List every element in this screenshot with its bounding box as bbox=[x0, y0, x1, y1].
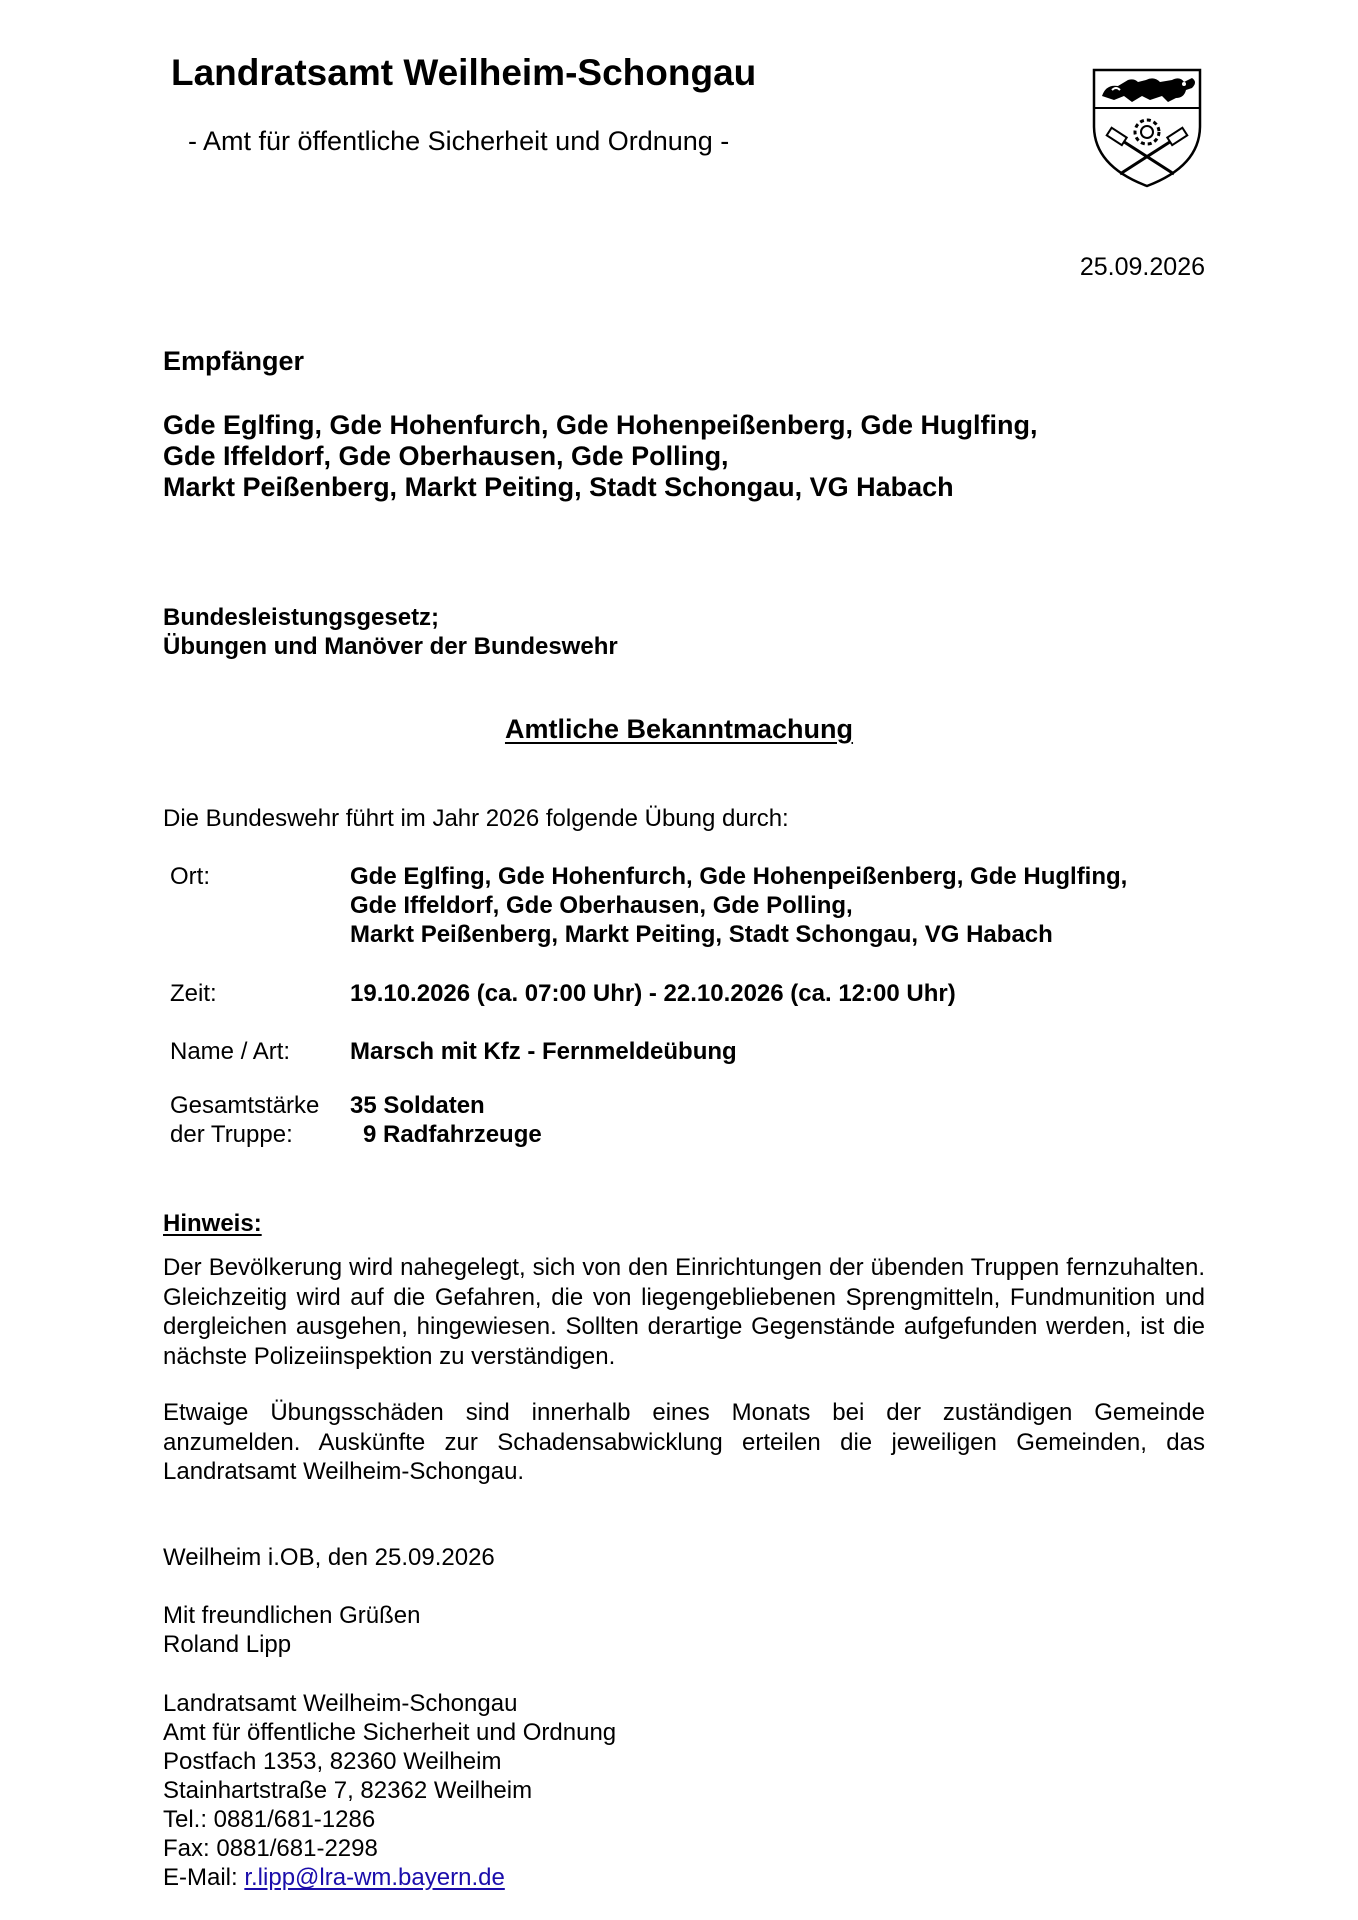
footer-postbox: Postfach 1353, 82360 Weilheim bbox=[163, 1748, 502, 1775]
subject-line: Übungen und Manöver der Bundeswehr bbox=[163, 633, 618, 660]
hint-paragraph-1: Der Bevölkerung wird nahegelegt, sich von den Einrichtungen der übenden Truppen fernzuhalten. Gleichzeitig wird auf die Gefahren, die von liegengebliebenen Sprengmitteln, Fundmunition und dergleichen ausgehen, hingewiesen. Sollten derartige Gegenstände aufgefunden werden, ist die nächste Polizeiinspektion zu verständigen. bbox=[163, 1254, 1205, 1370]
staerke-value-line: 9 Radfahrzeuge bbox=[363, 1121, 542, 1148]
footer-address bbox=[163, 1689, 616, 1892]
recipients-line: Gde Eglfing, Gde Hohenfurch, Gde Hohenpeißenberg, Gde Huglfing, bbox=[163, 410, 1038, 440]
ort-value bbox=[350, 862, 1127, 949]
subject-line: Bundesleistungsgesetz; bbox=[163, 604, 440, 631]
document-title bbox=[0, 714, 1358, 745]
closing-greeting: Mit freundlichen Grüßen bbox=[163, 1602, 421, 1629]
email-link[interactable]: r.lipp@lra-wm.bayern.de bbox=[244, 1864, 505, 1891]
intro-text: Die Bundeswehr führt im Jahr 2026 folgende Übung durch: bbox=[163, 805, 789, 832]
zeit-label: Zeit: bbox=[170, 980, 217, 1007]
coat-of-arms-icon bbox=[1088, 66, 1206, 190]
name-value: Marsch mit Kfz - Fernmeldeübung bbox=[350, 1038, 737, 1065]
letter-date: 25.09.2026 bbox=[1079, 253, 1205, 281]
recipients-list bbox=[163, 410, 1038, 503]
document-title-text: Amtliche Bekanntmachung bbox=[504, 714, 854, 744]
recipients-label: Empfänger bbox=[163, 346, 305, 376]
footer-tel: Tel.: 0881/681-1286 bbox=[163, 1806, 376, 1833]
signer-name: Roland Lipp bbox=[163, 1631, 292, 1658]
recipients-line: Gde Iffeldorf, Gde Oberhausen, Gde Polling, bbox=[163, 441, 729, 471]
footer-email-row bbox=[163, 1863, 616, 1892]
staerke-label bbox=[170, 1091, 319, 1149]
staerke-label-line: der Truppe: bbox=[170, 1121, 293, 1148]
staerke-value-line: 35 Soldaten bbox=[350, 1092, 485, 1119]
ort-label: Ort: bbox=[170, 863, 210, 890]
hint-paragraph-2: Etwaige Übungsschäden sind innerhalb eines Monats bei der zuständigen Gemeinde anzumelden. Auskünfte zur Schadensabwicklung erteilen die jeweiligen Gemeinden, das Landratsamt Weilheim-Schongau. bbox=[163, 1399, 1205, 1485]
department-name: - Amt für öffentliche Sicherheit und Ordnung - bbox=[188, 126, 730, 156]
name-label: Name / Art: bbox=[170, 1038, 291, 1065]
subject bbox=[163, 603, 618, 661]
hint-label: Hinweis: bbox=[163, 1210, 262, 1237]
footer-department: Amt für öffentliche Sicherheit und Ordnung bbox=[163, 1719, 617, 1746]
ort-line: Gde Iffeldorf, Gde Oberhausen, Gde Polling, bbox=[350, 892, 853, 919]
zeit-value: 19.10.2026 (ca. 07:00 Uhr) - 22.10.2026 (ca. 12:00 Uhr) bbox=[350, 980, 956, 1007]
email-label: E-Mail: bbox=[163, 1864, 245, 1891]
recipients-line: Markt Peißenberg, Markt Peiting, Stadt Schongau, VG Habach bbox=[163, 472, 954, 502]
footer-org: Landratsamt Weilheim-Schongau bbox=[163, 1690, 518, 1717]
staerke-value bbox=[350, 1091, 542, 1149]
ort-line: Gde Eglfing, Gde Hohenfurch, Gde Hohenpeißenberg, Gde Huglfing, bbox=[350, 863, 1128, 890]
footer-fax: Fax: 0881/681-2298 bbox=[163, 1835, 378, 1862]
staerke-label-line: Gesamtstärke bbox=[170, 1092, 320, 1119]
ort-line: Markt Peißenberg, Markt Peiting, Stadt Schongau, VG Habach bbox=[350, 921, 1053, 948]
place-date: Weilheim i.OB, den 25.09.2026 bbox=[163, 1544, 495, 1571]
organization-name: Landratsamt Weilheim-Schongau bbox=[171, 52, 757, 93]
footer-street: Stainhartstraße 7, 82362 Weilheim bbox=[163, 1777, 533, 1804]
